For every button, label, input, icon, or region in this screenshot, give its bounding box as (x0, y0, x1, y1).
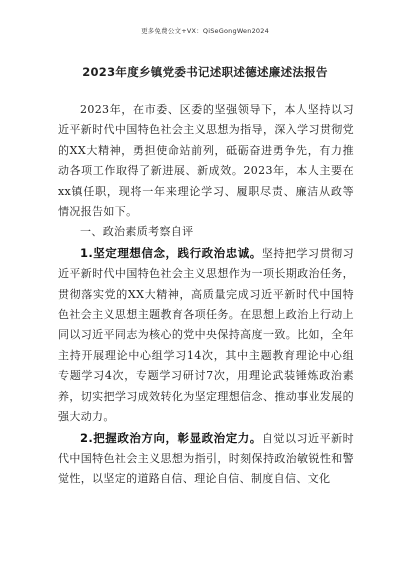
point-2-lead: 2.把握政治方向，彰显政治定力。 (80, 430, 262, 445)
point-2-text: 自觉以习近平新时代中国特色社会主义思想为指引，时刻保持政治敏锐性和警觉性，以坚定的道路自信、理论自信、制度自信、文化 (58, 431, 355, 486)
document-body (58, 100, 354, 490)
point-1-text: 坚持把学习贯彻习近平新时代中国特色社会主义思想作为一项长期政治任务，贯彻落实党的XX大精神，高质量完成习近平新时代中国特色社会主义思想主题教育各项任务。在思想上政治上行动上同以习近平同志为核心的党中央保持高度一致。比如，全年主持开展理论中心组学习14次，其中主题教育理论中心组专题学习4次，专题学习研讨7次，用理论武装锤炼政治素养，切实把学习成效转化为坚定理想信念、推动事业发展的强大动力。 (58, 246, 355, 424)
document-title: 2023年度乡镇党委书记述职述德述廉述法报告 (82, 65, 328, 79)
section-heading: 一、政治素质考察自评 (80, 225, 194, 239)
point-1-lead: 1.坚定理想信念，践行政治忠诚。 (80, 245, 262, 260)
header-note: 更多免费公文+VX：QiSeGongWen2024 (141, 27, 269, 35)
intro-paragraph: 2023年，在市委、区委的坚强领导下，本人坚持以习近平新时代中国特色社会主义思想为指导，深入学习贯彻党的XX大精神，勇担使命站前列，砥砺奋进勇争先，有力推动各项工作取得了新进展、新成效。2023年，本人主要在xx镇任职，现将一年来理论学习、履职尽责、廉洁从政等情况报告如下。 (58, 103, 354, 219)
point-paragraph-2 (58, 428, 354, 490)
point-paragraph-1 (58, 243, 354, 428)
